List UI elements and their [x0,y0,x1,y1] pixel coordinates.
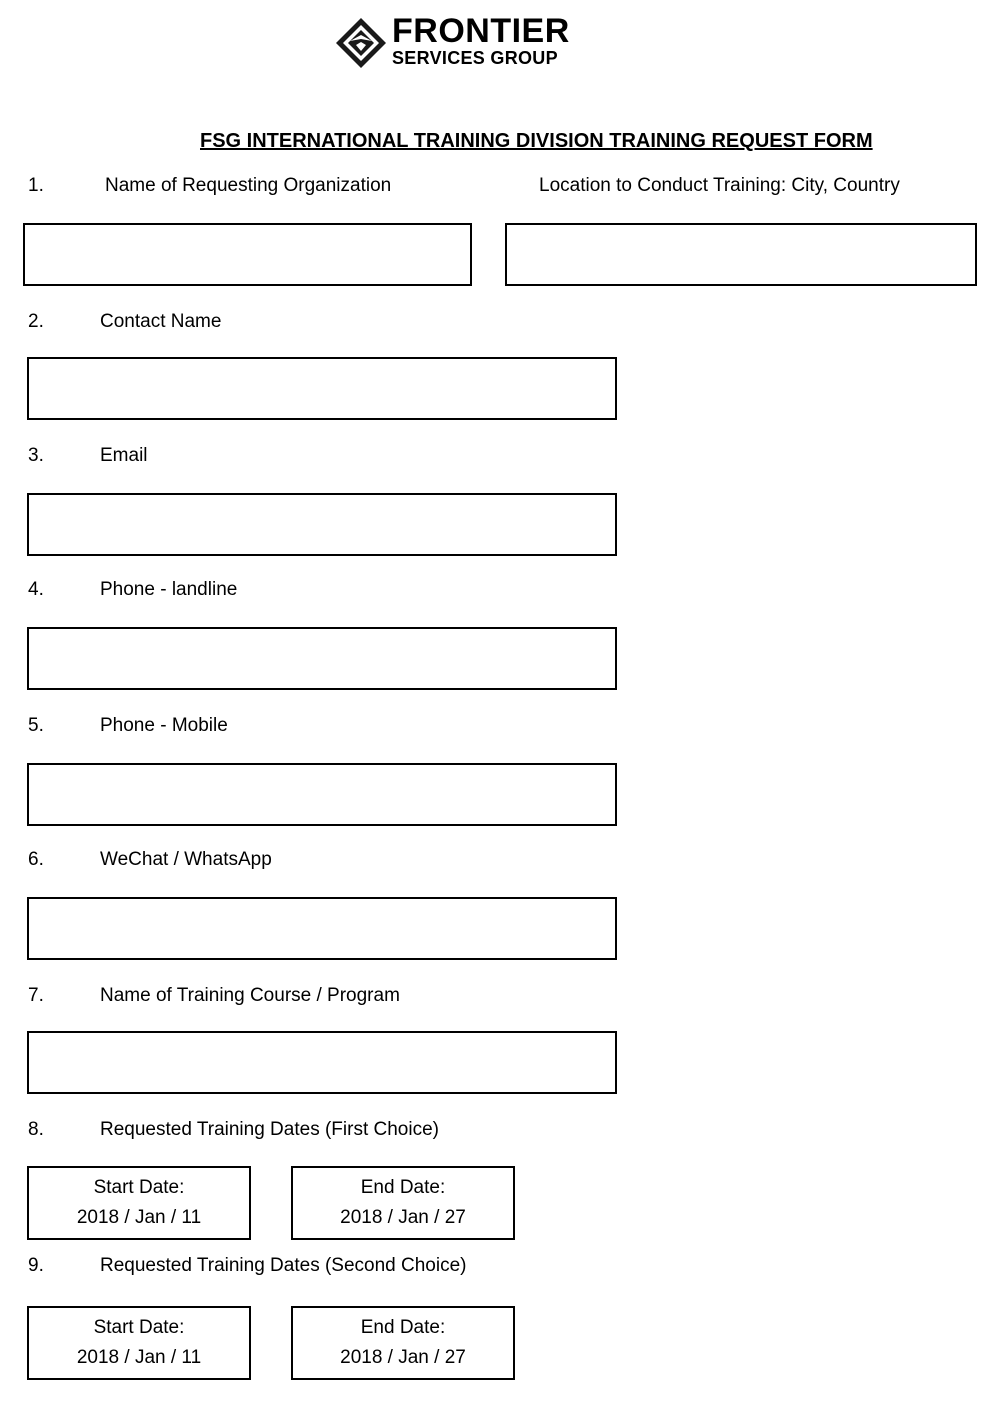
training-course-field[interactable] [27,1031,617,1094]
second-choice-end-date-field[interactable] [291,1306,515,1380]
item-5-label: Phone - Mobile [100,715,228,736]
item-9-label: Requested Training Dates (Second Choice) [100,1255,467,1276]
item-3-label: Email [100,445,148,466]
phone-landline-field[interactable] [27,627,617,690]
start-date-value: 2018 / Jan / 11 [76,1207,202,1228]
email-field[interactable] [27,493,617,556]
training-location-field[interactable] [505,223,977,286]
item-4-number: 4. [28,579,44,600]
logo-wordmark-frontier: FRONTIER [392,12,570,50]
item-2-label: Contact Name [100,311,222,332]
item-7-number: 7. [28,985,44,1006]
item-7-label: Name of Training Course / Program [100,985,400,1006]
end-date-value: 2018 / Jan / 27 [340,1207,466,1228]
location-label: Location to Conduct Training: City, Country [539,175,900,196]
first-choice-start-date-field[interactable] [27,1166,251,1240]
start-date-label: Start Date: [93,1317,185,1338]
item-8-label: Requested Training Dates (First Choice) [100,1119,439,1140]
start-date-value: 2018 / Jan / 11 [76,1347,202,1368]
start-date-label: Start Date: [93,1177,185,1198]
item-3-number: 3. [28,445,44,466]
first-choice-end-date-field[interactable] [291,1166,515,1240]
form-title: FSG INTERNATIONAL TRAINING DIVISION TRAINING REQUEST FORM [200,130,873,152]
second-choice-start-date-field[interactable] [27,1306,251,1380]
organization-name-field[interactable] [23,223,472,286]
item-8-number: 8. [28,1119,44,1140]
end-date-label: End Date: [360,1317,446,1338]
item-1-number: 1. [28,175,44,196]
logo-wordmark-services-group: SERVICES GROUP [392,48,558,68]
item-6-label: WeChat / WhatsApp [100,849,272,870]
item-4-label: Phone - landline [100,579,238,600]
wechat-whatsapp-field[interactable] [27,897,617,960]
item-5-number: 5. [28,715,44,736]
item-2-number: 2. [28,311,44,332]
item-1-label: Name of Requesting Organization [105,175,392,196]
item-6-number: 6. [28,849,44,870]
fsg-logo-icon [334,16,388,70]
contact-name-field[interactable] [27,357,617,420]
end-date-label: End Date: [360,1177,446,1198]
phone-mobile-field[interactable] [27,763,617,826]
end-date-value: 2018 / Jan / 27 [340,1347,466,1368]
item-9-number: 9. [28,1255,44,1276]
